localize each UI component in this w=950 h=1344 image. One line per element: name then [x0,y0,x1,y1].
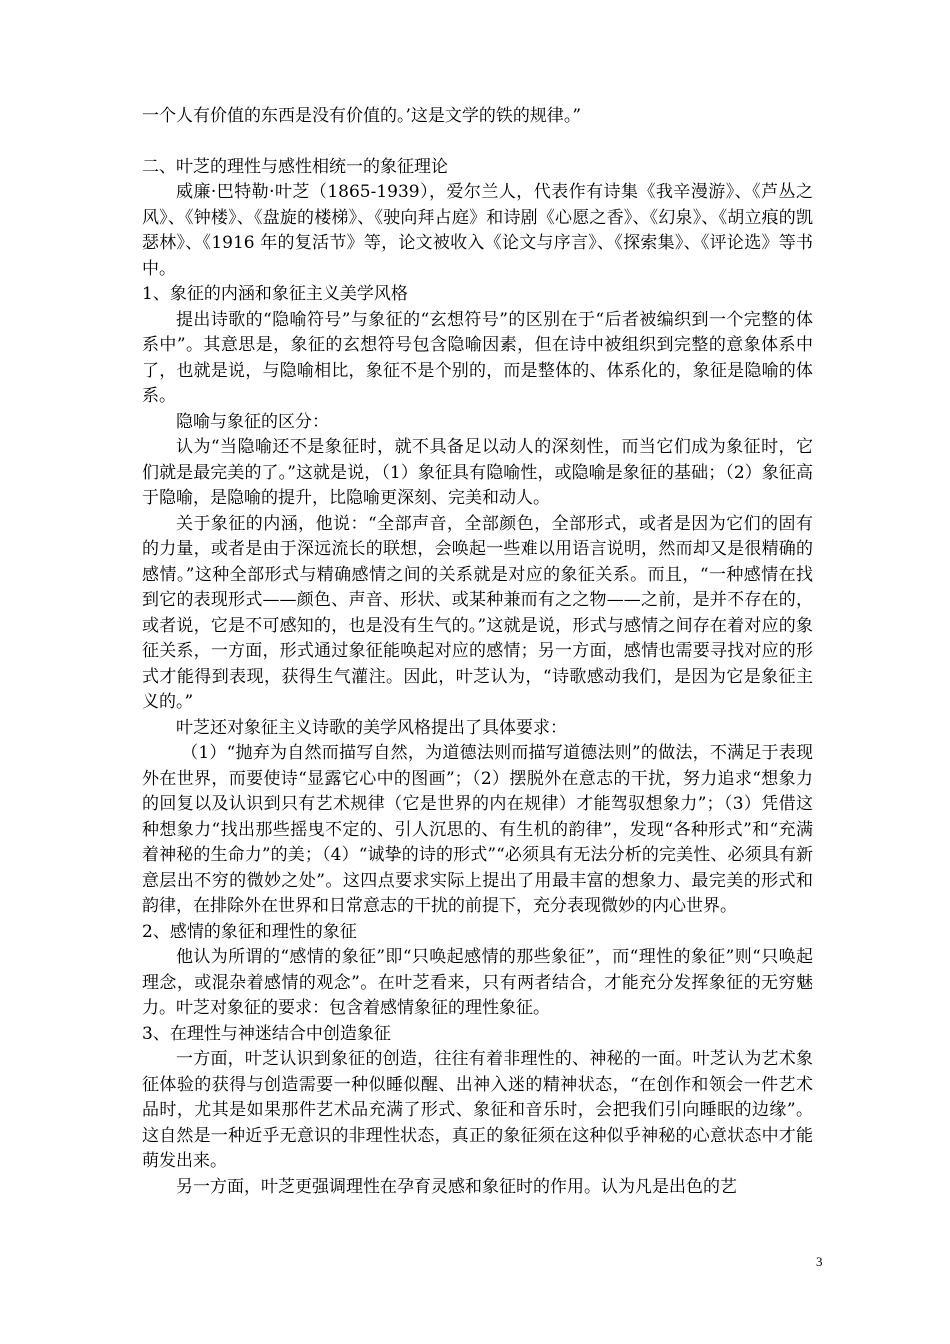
subsection-heading-2: 2、感情的象征和理性的象征 [142,921,357,942]
blank-line [142,130,813,155]
page-number: 3 [816,1254,823,1269]
paragraph: 他认为所谓的“感情的象征”即“只唤起感情的那些象征”，而“理性的象征”则“只唤起理念，或混杂着感情的观念”。在叶芝看来，只有两者结合，才能充分发挥象征的无穷魅力。叶芝对象征的要求：包含着感情象征的理性象征。 [142,947,813,1018]
paragraph: 认为“当隐喻还不是象征时，就不具备足以动人的深刻性，而当它们成为象征时，它们就是最完美的了。”这就是说，（1）象征具有隐喻性，或隐喻是象征的基础；（2）象征高于隐喻，是隐喻的提升，比隐喻更深刻、完美和动人。 [142,437,813,508]
paragraph: 叶芝还对象征主义诗歌的美学风格提出了具体要求： [176,717,567,738]
paragraph: 隐喻与象征的区分： [176,411,329,432]
paragraph: 一方面，叶芝认识到象征的创造，往往有着非理性的、神秘的一面。叶芝认为艺术象征体验的获得与创造需要一种似睡似醒、出神入迷的精神状态，“在创作和领会一件艺术品时，尤其是如果那件艺术品充满了形式、象征和音乐时，会把我们引向睡眠的边缘”。这自然是一种近乎无意识的非理性状态，真正的象征须在这种似乎神秘的心意状态中才能萌发出来。 [142,1049,813,1171]
section-heading: 二、叶芝的理性与感性相统一的象征理论 [142,156,448,177]
paragraph: 关于象征的内涵，他说：“全部声音，全部颜色，全部形式，或者是因为它们的固有的力量，或者是由于深远流长的联想，会唤起一些难以用语言说明，然而却又是很精确的感情。”这种全部形式与精确感情之间的关系就是对应的象征关系。而且，“一种感情在找到它的表现形式——颜色、声音、形状、或某种兼而有之之物——之前，是并不存在的，或者说，它是不可感知的，也是没有生气的。”这就是说，形式与感情之间存在着对应的象征关系，一方面，形式通过象征能唤起对应的感情；另一方面，感情也需要寻找对应的形式才能得到表现，获得生气灌注。因此，叶芝认为，“诗歌感动我们，是因为它是象征主义的。” [142,513,813,712]
paragraph: （1）“抛弃为自然而描写自然，为道德法则而描写道德法则”的做法，不满足于表现外在世界，而要使诗“显露它心中的图画”；（2）摆脱外在意志的干扰，努力追求“想象力的回复以及认识到只有艺术规律（它是世界的内在规律）才能驾驭想象力”；（3）凭借这种想象力“找出那些摇曳不定的、引人沉思的、有生机的韵律”，发现“各种形式”和“充满着神秘的生命力”的美；（4）“诚挚的诗的形式”“必须具有无法分析的完美性、必须具有新意层出不穷的微妙之处”。这四点要求实际上提出了用最丰富的想象力、最完美的形式和韵律，在排除外在世界和日常意志的干扰的前提下，充分表现微妙的内心世界。 [142,743,813,916]
paragraph: 提出诗歌的“隐喻符号”与象征的“玄想符号”的区别在于“后者被编织到一个完整的体系中”。其意思是，象征的玄想符号包含隐喻因素，但在诗中被组织到完整的意象体系中了，也就是说，与隐喻相比，象征不是个别的，而是整体的、体系化的，象征是隐喻的体系。 [142,309,813,406]
paragraph: 另一方面，叶芝更强调理性在孕育灵感和象征时的作用。认为凡是出色的艺 [176,1176,737,1197]
subsection-heading-3: 3、在理性与神迷结合中创造象征 [142,1023,391,1044]
bio-paragraph: 威廉·巴特勒·叶芝（1865-1939），爱尔兰人，代表作有诗集《我辛漫游》、《芦丛之风》、《钟楼》、《盘旋的楼梯》、《驶向拜占庭》和诗剧《心愿之香》、《幻泉》、《胡立痕的凯瑟林》、《1916 年的复活节》等，论文被收入《论文与序言》、《探索集》、《评论选》等书中。 [142,182,813,279]
body-text [142,104,813,1200]
intro-paragraph: 一个人有价值的东西是没有价值的。’这是文学的铁的规律。” [142,106,582,126]
subsection-heading-1: 1、象征的内涵和象征主义美学风格 [142,284,408,304]
